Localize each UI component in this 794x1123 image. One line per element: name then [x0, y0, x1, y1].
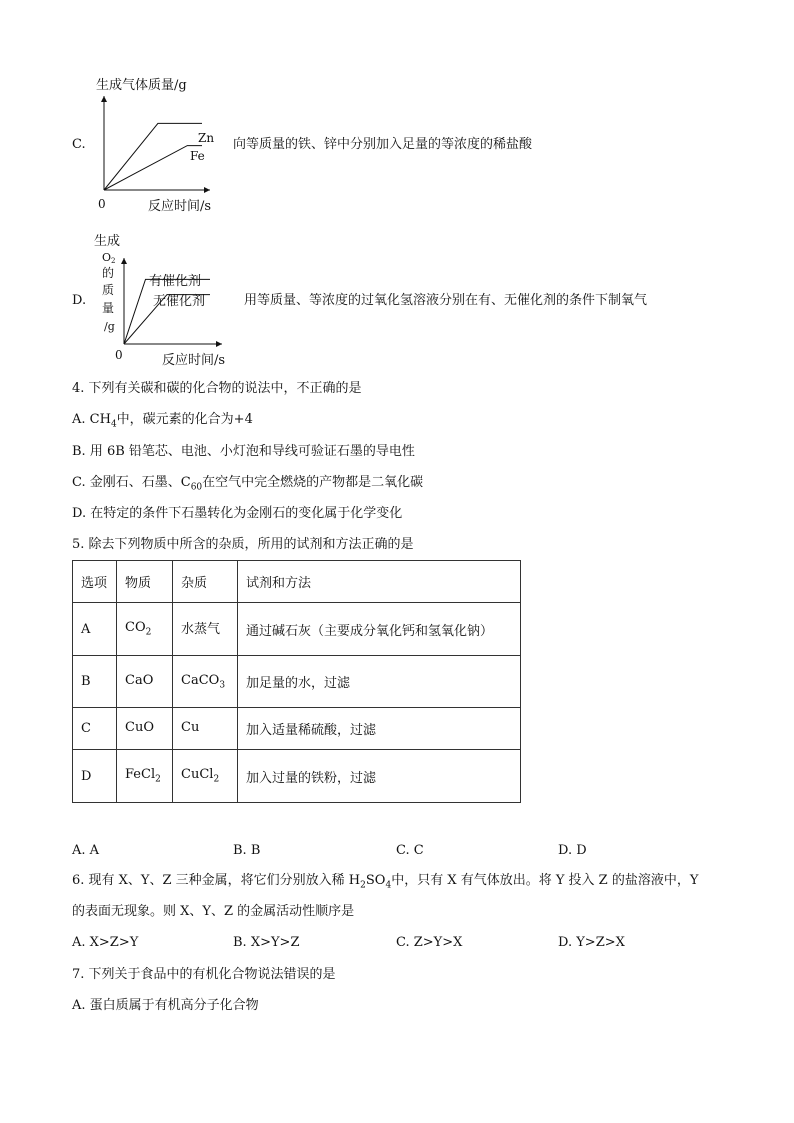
q5-header-substance: 物质: [117, 561, 173, 603]
q5-row-a-option: A: [73, 603, 117, 656]
graph-c-xlabel: 反应时间/s: [148, 199, 212, 214]
q7-stem: 7. 下列关于食品中的有机化合物说法错误的是: [72, 967, 336, 982]
graph-d-xlabel: 反应时间/s: [162, 353, 226, 368]
q5-header-impurity: 杂质: [173, 561, 238, 603]
q5-row-c-impurity: Cu: [173, 708, 238, 750]
q5-stem: 5. 除去下列物质中所含的杂质，所用的试剂和方法正确的是: [72, 537, 414, 552]
q5-row-c-substance: CuO: [117, 708, 173, 750]
q5-row-b: [73, 656, 521, 708]
graph-d-ylabel-1: 生成: [94, 234, 121, 249]
graph-d: [90, 228, 240, 373]
q6-choice-d: D. Y>Z>X: [558, 935, 625, 950]
q5-row-c-method: 加入适量稀硫酸，过滤: [238, 708, 521, 750]
q5-choice-b: B. B: [233, 843, 261, 858]
q4-option-c: C. 金刚石、石墨、$C_{60}$在空气中完全燃烧的产物都是二氧化碳: [72, 475, 424, 493]
q5-row-c: [73, 708, 521, 750]
q5-choice-d: D. D: [558, 843, 587, 858]
q6-choice-b: B. X>Y>Z: [233, 935, 300, 950]
q5-row-c-option: C: [73, 708, 117, 750]
option-c-text: 向等质量的铁、锌中分别加入足量的等浓度的稀盐酸: [233, 137, 533, 152]
q4-option-d: D. 在特定的条件下石墨转化为金刚石的变化属于化学变化: [72, 506, 403, 521]
q5-row-d-impurity: CuCl$_2$: [173, 750, 238, 803]
q6-choice-a: A. X>Z>Y: [72, 935, 139, 950]
graph-c-label-zn: Zn: [198, 131, 215, 145]
q6-choice-c: C. Z>Y>X: [396, 935, 463, 950]
graph-d-ylabel-6: /g: [104, 320, 115, 333]
q5-header-method: 试剂和方法: [238, 561, 521, 603]
q5-row-d-option: D: [73, 750, 117, 803]
q6-stem-line2: 的表面无现象。则 X、Y、Z 的金属活动性顺序是: [72, 904, 355, 919]
q5-row-b-impurity: CaCO$_3$: [173, 656, 238, 708]
graph-d-ylabel-2: O2: [102, 251, 116, 265]
graph-c-label-fe: Fe: [190, 149, 205, 163]
q7-option-a: A. 蛋白质属于有机高分子化合物: [72, 998, 259, 1013]
q5-choice-a: A. A: [72, 843, 100, 858]
q5-row-b-substance: CaO: [117, 656, 173, 708]
q5-row-d-method: 加入过量的铁粉，过滤: [238, 750, 521, 803]
graph-d-label-no-catalyst: 无催化剂: [153, 294, 206, 309]
option-d-text: 用等质量、等浓度的过氧化氢溶液分别在有、无催化剂的条件下制氧气: [244, 293, 648, 308]
option-c-letter: C.: [72, 137, 86, 152]
option-d-letter: D.: [72, 293, 87, 308]
q5-row-b-method: 加足量的水，过滤: [238, 656, 521, 708]
q6-stem-line1: 6. 现有 X、Y、Z 三种金属，将它们分别放入稀 $H_2SO_4$中，只有 X 有气体放出。将 Y 投入 Z 的盐溶液中，Y: [72, 873, 699, 891]
graph-c-origin: 0: [98, 197, 106, 211]
graph-c-series-zn: [104, 123, 202, 190]
q5-row-a-substance: $CO_2$: [117, 603, 173, 656]
q4-stem: 4. 下列有关碳和碳的化合物的说法中，不正确的是: [72, 381, 362, 396]
q4-option-a: A. $CH_4$中，碳元素的化合为+4: [72, 412, 253, 430]
q5-row-a: [73, 603, 521, 656]
graph-c-series-fe: [104, 146, 202, 190]
q5-row-a-method: 通过碱石灰（主要成分氧化钙和氢氧化钠）: [238, 603, 521, 656]
q5-row-a-impurity: 水蒸气: [173, 603, 238, 656]
graph-d-ylabel-3: 的: [102, 266, 115, 280]
graph-d-label-catalyst: 有催化剂: [149, 274, 202, 289]
graph-d-ylabel-4: 质: [102, 283, 115, 297]
q5-choice-c: C. C: [396, 843, 424, 858]
graph-d-origin: 0: [115, 348, 123, 362]
q5-row-d-substance: FeCl$_2$: [117, 750, 173, 803]
q5-row-d: [73, 750, 521, 803]
graph-d-series-catalyst: [124, 279, 210, 344]
q5-header-option: 选项: [73, 561, 117, 603]
graph-d-ylabel-5: 量: [102, 301, 115, 315]
graph-c-ylabel: 生成气体质量/g: [96, 78, 187, 93]
q5-table: [72, 560, 521, 803]
q5-header-row: [73, 561, 521, 603]
q4-option-b: B. 用 6B 铅笔芯、电池、小灯泡和导线可验证石墨的导电性: [72, 444, 415, 459]
graph-c: [90, 70, 230, 215]
q5-row-b-option: B: [73, 656, 117, 708]
